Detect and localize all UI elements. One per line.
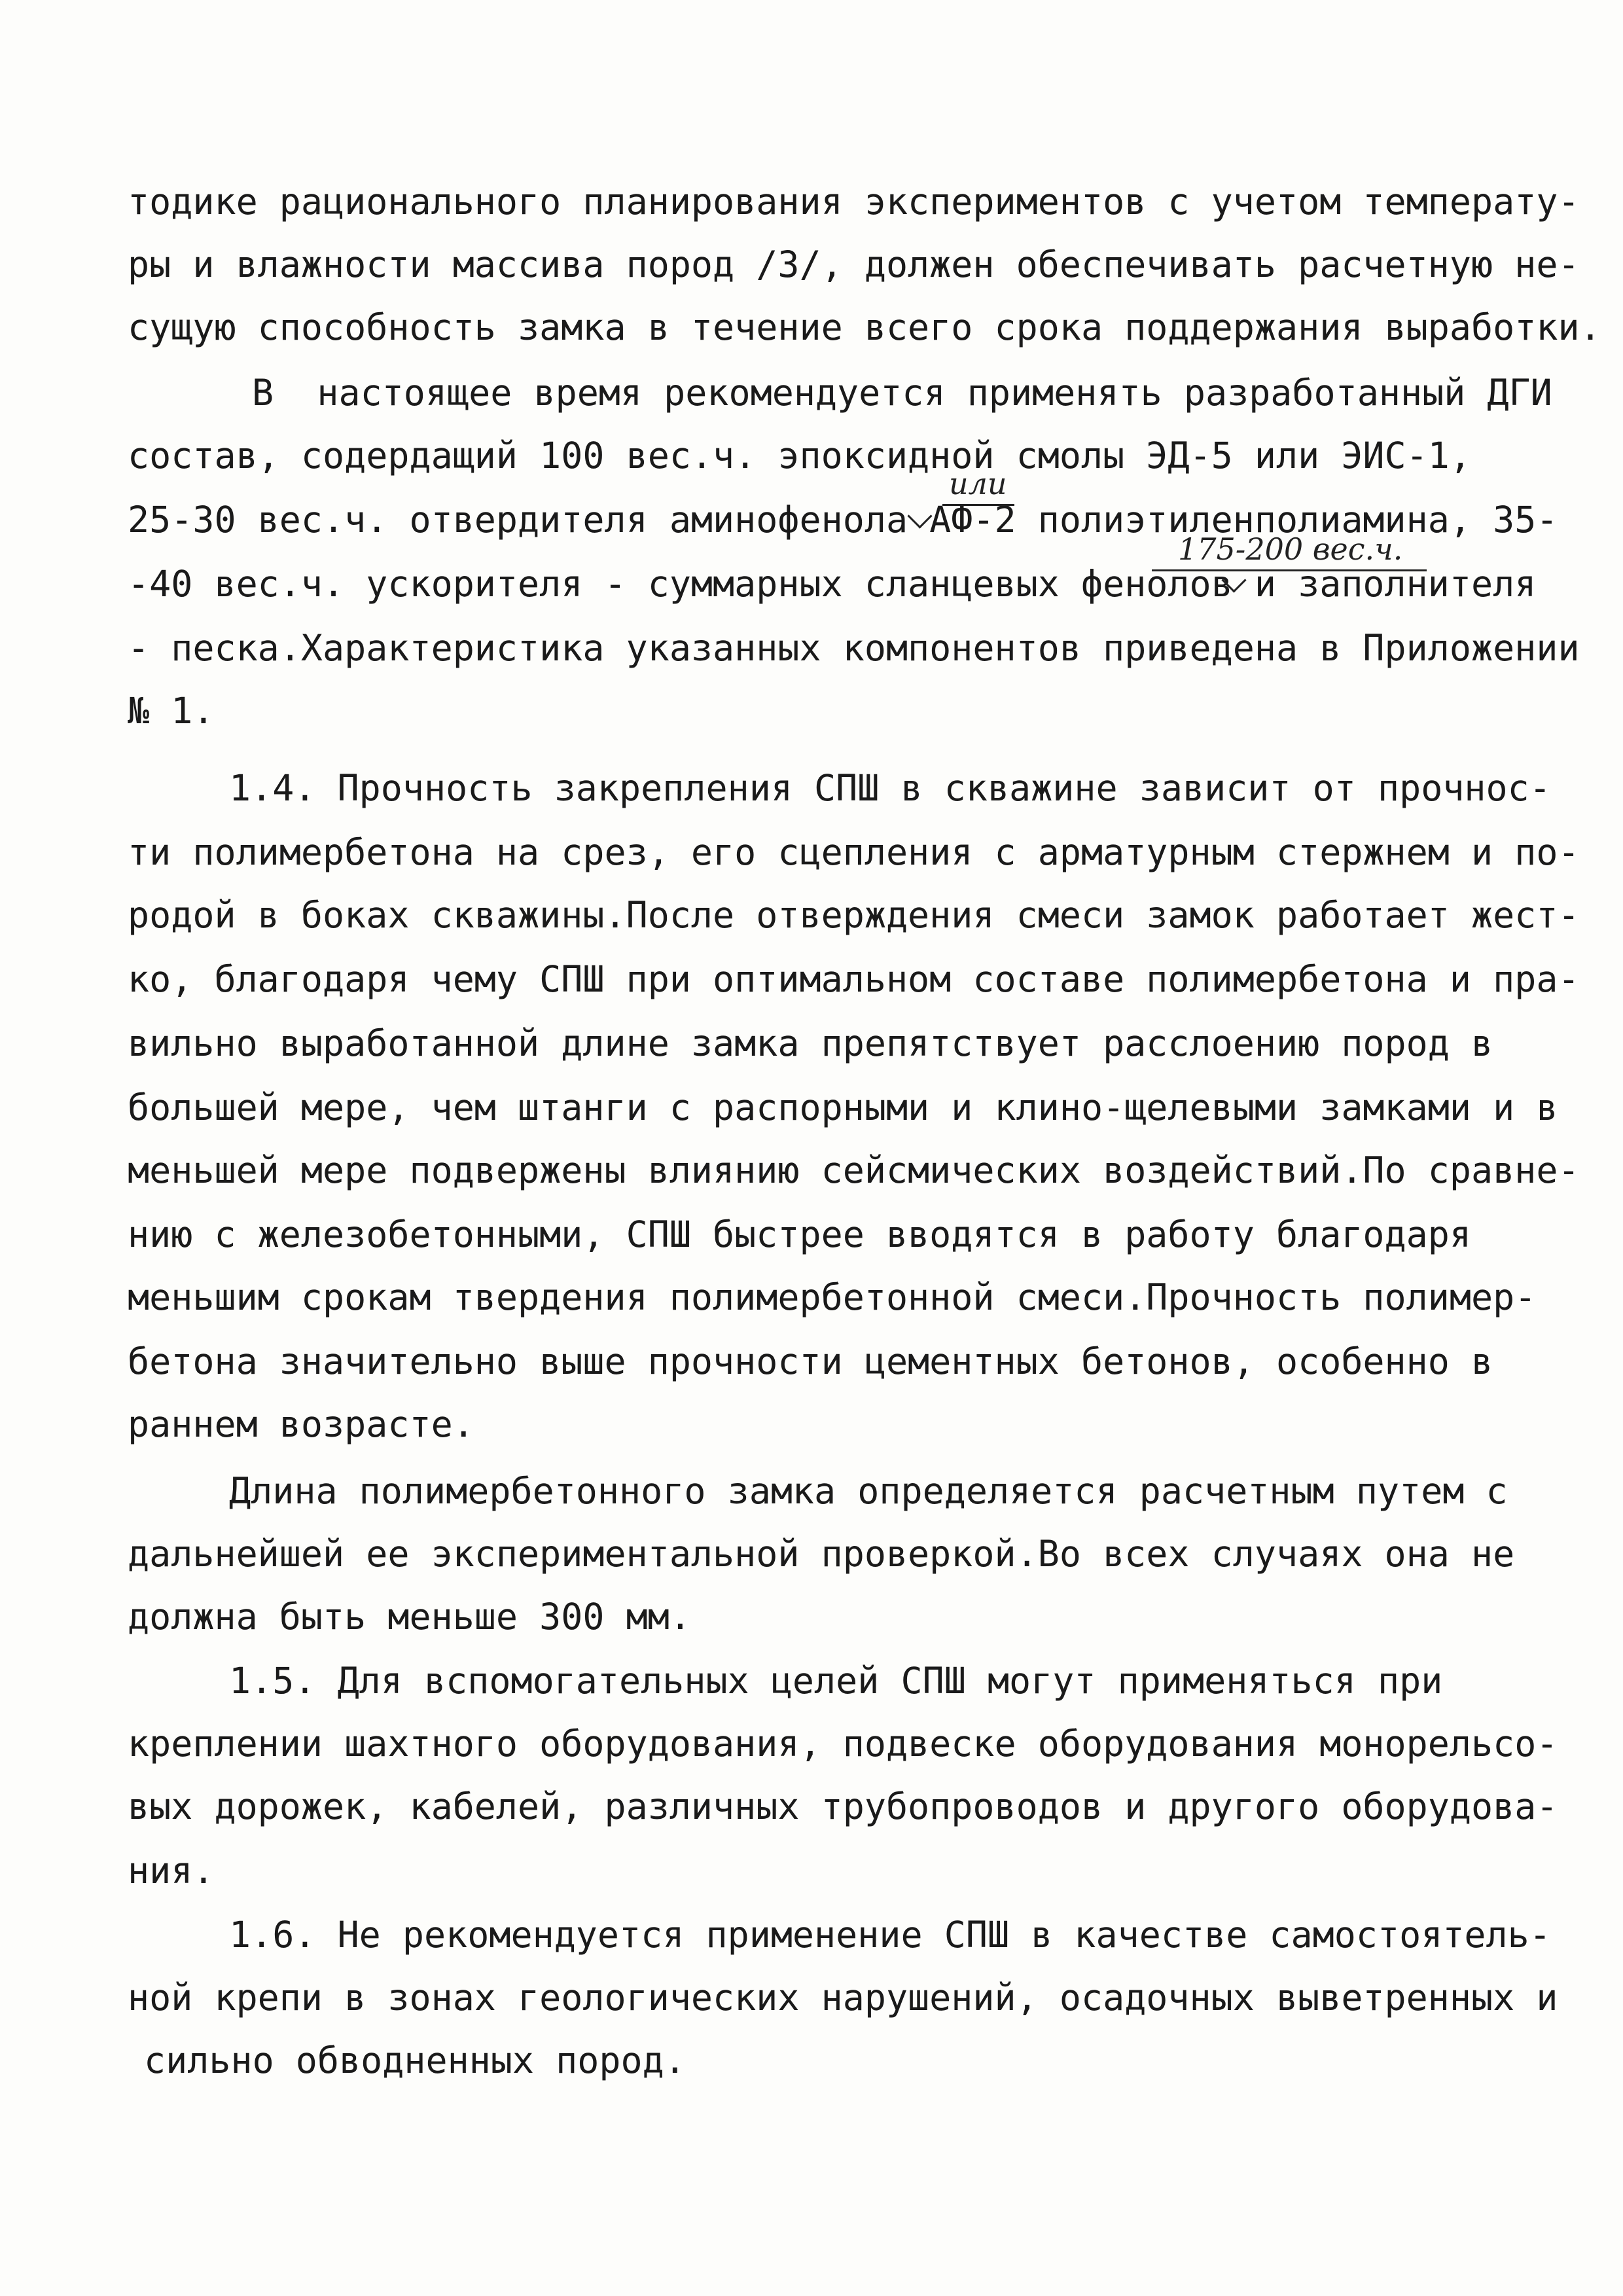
text-line: 1.5. Для вспомогательных целей СПШ могут применяться при	[229, 1660, 1443, 1702]
text-line: сущую способность замка в течение всего срока поддержания выработки.	[128, 306, 1601, 348]
text-line: креплении шахтного оборудования, подвеске оборудования монорельсо-	[128, 1723, 1558, 1765]
text-line: В настоящее время рекомендуется применять разработанный ДГИ	[252, 372, 1552, 414]
text-line: меньшей мере подвержены влиянию сейсмических воздействий.По сравне-	[128, 1149, 1580, 1191]
text-line: сильно обводненных пород.	[144, 2039, 686, 2081]
text-line: родой в боках скважины.После отверждения смеси замок работает жест-	[128, 894, 1580, 936]
text-line: - песка.Характеристика указанных компонентов приведена в Приложении	[128, 627, 1580, 669]
text-line: меньшим срокам твердения полимербетонной смеси.Прочность полимер-	[128, 1276, 1537, 1318]
text-line: -40 вес.ч. ускорителя - суммарных сланцевых фенолов и заполнителя	[128, 563, 1537, 605]
handwritten-insert-or: или	[949, 466, 1007, 501]
text-line: № 1.	[128, 690, 215, 732]
text-line: ры и влажности массива пород /3/, должен обеспечивать расчетную не-	[128, 243, 1580, 285]
text-line: вых дорожек, кабелей, различных трубопроводов и другого оборудова-	[128, 1785, 1558, 1827]
text-line: раннем возрасте.	[128, 1403, 474, 1445]
text-line: нию с железобетонными, СПШ быстрее вводятся в работу благодаря	[128, 1213, 1471, 1255]
text-line: ко, благодаря чему СПШ при оптимальном составе полимербетона и пра-	[128, 958, 1580, 1000]
text-line: ной крепи в зонах геологических нарушений, осадочных выветренных и	[128, 1977, 1558, 2018]
text-line: ния.	[128, 1850, 215, 1892]
text-line: большей мере, чем штанги с распорными и клино-щелевыми замками и в	[128, 1086, 1558, 1128]
text-line: 25-30 вес.ч. отвердителя аминофенола АФ-2 полиэтиленполиамина, 35-	[128, 499, 1558, 541]
text-line: Длина полимербетонного замка определяется расчетным путем с	[229, 1470, 1508, 1512]
insert-underline-or	[942, 504, 1014, 506]
text-line: 1.6. Не рекомендуется применение СПШ в качестве самостоятель-	[229, 1914, 1551, 1956]
text-line: 1.4. Прочность закрепления СПШ в скважине зависит от прочнос-	[229, 767, 1551, 809]
text-line: вильно выработанной длине замка препятствует расслоению пород в	[128, 1022, 1493, 1064]
text-line: тодике рационального планирования экспериментов с учетом температу-	[128, 181, 1580, 223]
text-line: дальнейшей ее экспериментальной проверкой.Во всех случаях она не	[128, 1533, 1515, 1575]
text-line: должна быть меньше 300 мм.	[128, 1596, 691, 1638]
text-line: ти полимербетона на срез, его сцепления с арматурным стержнем и по-	[128, 831, 1580, 873]
handwritten-insert-amount: 175-200 вес.ч.	[1178, 531, 1403, 567]
insert-underline-amount	[1152, 569, 1427, 571]
text-line: бетона значительно выше прочности цементных бетонов, особенно в	[128, 1340, 1493, 1382]
text-line: состав, содердащий 100 вес.ч. эпоксидной смолы ЭД-5 или ЭИС-1,	[128, 435, 1471, 476]
